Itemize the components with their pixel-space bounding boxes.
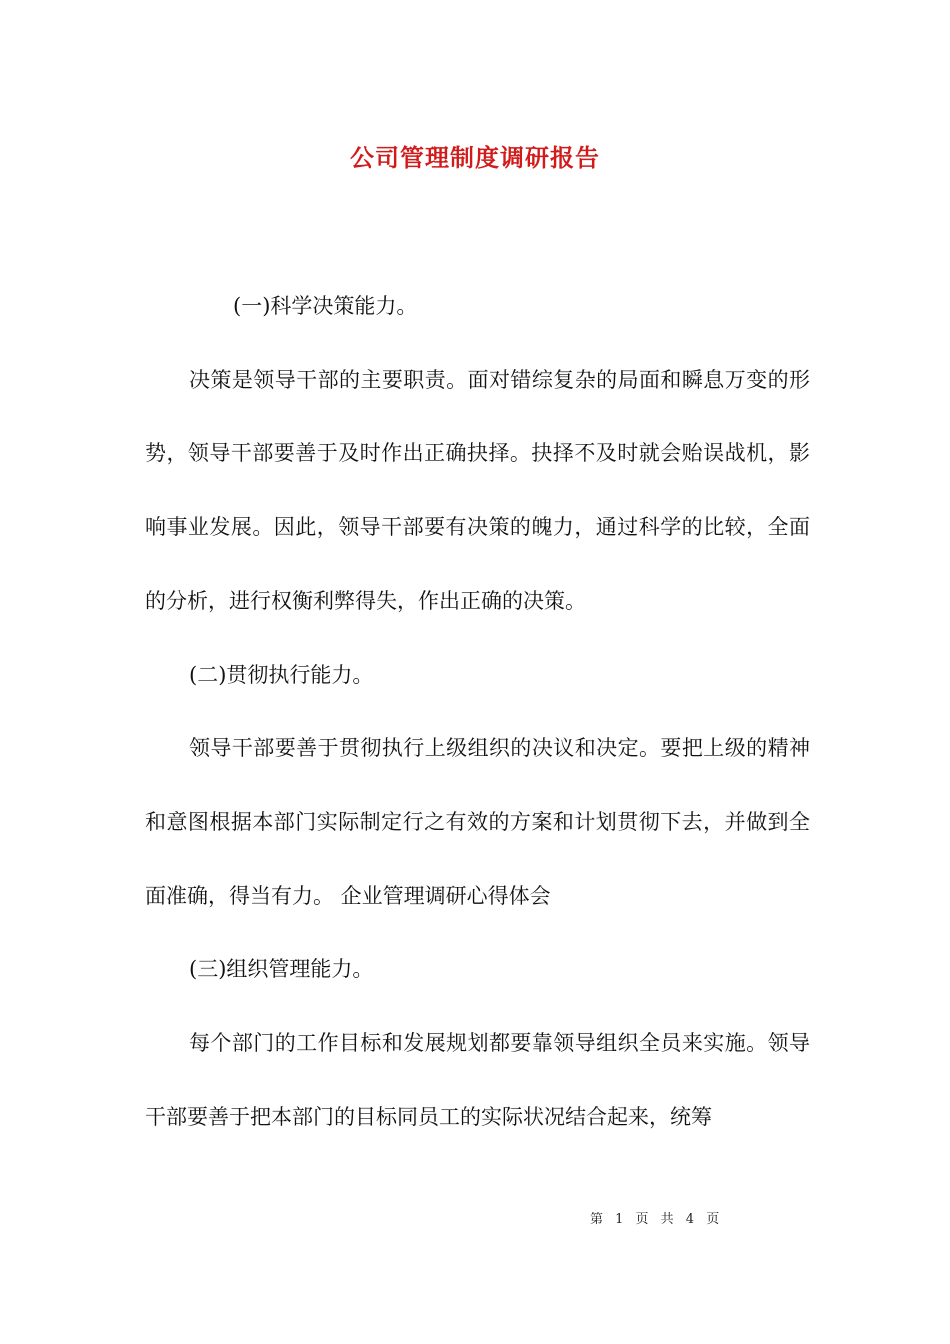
section-heading-2: (二)贯彻执行能力。 — [189, 662, 374, 687]
paragraph-2: 领导干部要善于贯彻执行上级组织的决议和决定。要把上级的精神和意图根据本部门实际制定行之有效的方案和计划贯彻下去，并做到全面准确，得当有力。 企业管理调研心得体会 — [145, 736, 810, 908]
page-number-footer: 第 1 页 共 4 页 — [590, 1212, 724, 1227]
section-heading-1: (一)科学决策能力。 — [233, 294, 418, 318]
document-body — [145, 270, 810, 1154]
paragraph-3: 每个部门的工作目标和发展规划都要靠领导组织全员来实施。领导干部要善于把本部门的目标同员工的实际状况结合起来，统筹 — [145, 1031, 810, 1129]
paragraph-1: 决策是领导干部的主要职责。面对错综复杂的局面和瞬息万变的形势，领导干部要善于及时作出正确抉择。抉择不及时就会贻误战机，影响事业发展。因此，领导干部要有决策的魄力，通过科学的比较，全面的分析，进行权衡利弊得失，作出正确的决策。 — [145, 367, 810, 613]
section-heading-3: (三)组织管理能力。 — [189, 957, 374, 982]
document-title: 公司管理制度调研报告 — [350, 143, 600, 172]
